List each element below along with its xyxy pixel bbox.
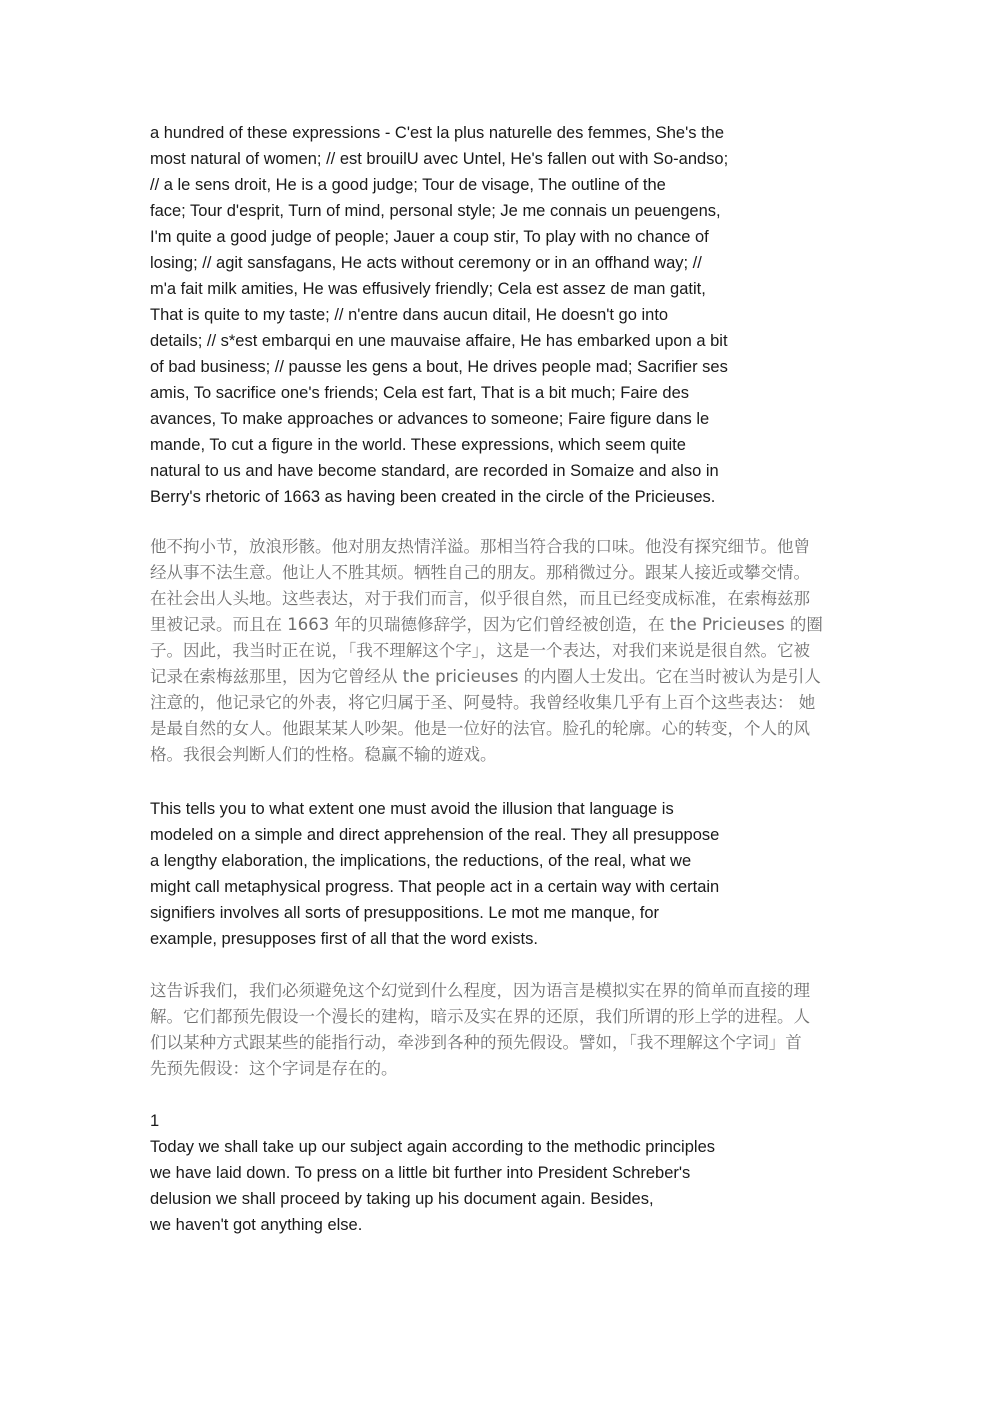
text-line: example, presupposes first of all that the word exists. xyxy=(150,930,538,948)
text-line: 里被记录。而且在 1663 年的贝瑞德修辞学，因为它们曾经被创造，在 the Pricieuses 的圈 xyxy=(150,615,823,634)
paragraph-english-1 xyxy=(150,120,728,510)
text-line: 经从事不法生意。他让人不胜其烦。牺牲自己的朋友。那稍微过分。跟某人接近或攀交情。 xyxy=(150,563,810,582)
text-line: 注意的，他记录它的外表，将它归属于圣、阿曼特。我曾经收集几乎有上百个这些表达： 她 xyxy=(150,693,816,712)
text-line: of bad business; // pausse les gens a bout, He drives people mad; Sacrifier ses xyxy=(150,358,728,376)
text-line: we haven't got anything else. xyxy=(150,1216,363,1234)
text-line: 是最自然的女人。他跟某某人吵架。他是一位好的法官。脸孔的轮廓。心的转变，个人的风 xyxy=(150,719,810,738)
text-line: 们以某种方式跟某些的能指行动，牵涉到各种的预先假设。譬如，「我不理解这个字词」首 xyxy=(150,1033,802,1052)
text-line: m'a fait milk amities, He was effusively friendly; Cela est assez de man gatit, xyxy=(150,280,706,298)
paragraph-english-2 xyxy=(150,796,719,952)
text-line: 他不拘小节，放浪形骸。他对朋友热情洋溢。那相当符合我的口味。他没有探究细节。他曾 xyxy=(150,537,810,556)
text-line: 子。因此，我当时正在说，「我不理解这个字」，这是一个表达，对我们来说是很自然。它被 xyxy=(150,641,810,660)
paragraph-english-3 xyxy=(150,1108,715,1238)
text-line: a hundred of these expressions - C'est la plus naturelle des femmes, She's the xyxy=(150,124,725,142)
text-line: avances, To make approaches or advances to someone; Faire figure dans le xyxy=(150,410,710,428)
text-line: 在社会出人头地。这些表达，对于我们而言，似乎很自然，而且已经变成标准，在索梅兹那 xyxy=(150,589,810,608)
text-line: 这告诉我们，我们必须避免这个幻觉到什么程度，因为语言是模拟实在界的简单而直接的理 xyxy=(150,981,810,1000)
text-line: I'm quite a good judge of people; Jauer a coup stir, To play with no chance of xyxy=(150,228,709,246)
text-line: That is quite to my taste; // n'entre dans aucun ditail, He doesn't go into xyxy=(150,306,669,324)
text-line: face; Tour d'esprit, Turn of mind, personal style; Je me connais un peuengens, xyxy=(150,202,721,220)
text-line: 解。它们都预先假设一个漫长的建构，暗示及实在界的还原，我们所谓的形上学的进程。人 xyxy=(150,1007,810,1026)
paragraph-chinese-1 xyxy=(150,534,845,768)
text-line: a lengthy elaboration, the implications, the reductions, of the real, what we xyxy=(150,852,692,870)
text-line: might call metaphysical progress. That people act in a certain way with certain xyxy=(150,878,720,896)
text-line: Berry's rhetoric of 1663 as having been created in the circle of the Pricieuses. xyxy=(150,488,716,506)
text-line: Today we shall take up our subject again according to the methodic principles xyxy=(150,1138,715,1156)
text-line: // a le sens droit, He is a good judge; Tour de visage, The outline of the xyxy=(150,176,666,194)
text-line: 记录在索梅兹那里，因为它曾经从 the pricieuses 的内圈人士发出。它在当时被认为是引人 xyxy=(150,667,821,686)
text-line: This tells you to what extent one must avoid the illusion that language is xyxy=(150,800,674,818)
text-line: 先预先假设：这个字词是存在的。 xyxy=(150,1059,398,1078)
text-line: delusion we shall proceed by taking up his document again. Besides, xyxy=(150,1190,654,1208)
text-line: signifiers involves all sorts of presuppositions. Le mot me manque, for xyxy=(150,904,659,922)
paragraph-chinese-2 xyxy=(150,978,845,1082)
text-line: we have laid down. To press on a little bit further into President Schreber's xyxy=(150,1164,691,1182)
text-line: most natural of women; // est brouilU avec Untel, He's fallen out with So-andso; xyxy=(150,150,729,168)
text-line: 1 xyxy=(150,1112,160,1130)
text-line: mande, To cut a figure in the world. These expressions, which seem quite xyxy=(150,436,686,454)
text-line: natural to us and have become standard, are recorded in Somaize and also in xyxy=(150,462,719,480)
text-line: losing; // agit sansfagans, He acts without ceremony or in an offhand way; // xyxy=(150,254,702,272)
text-line: modeled on a simple and direct apprehension of the real. They all presuppose xyxy=(150,826,720,844)
text-line: details; // s*est embarqui en une mauvaise affaire, He has embarked upon a bit xyxy=(150,332,728,350)
text-line: 格。我很会判断人们的性格。稳赢不输的遊戏。 xyxy=(150,745,497,764)
text-line: amis, To sacrifice one's friends; Cela est fart, That is a bit much; Faire des xyxy=(150,384,690,402)
